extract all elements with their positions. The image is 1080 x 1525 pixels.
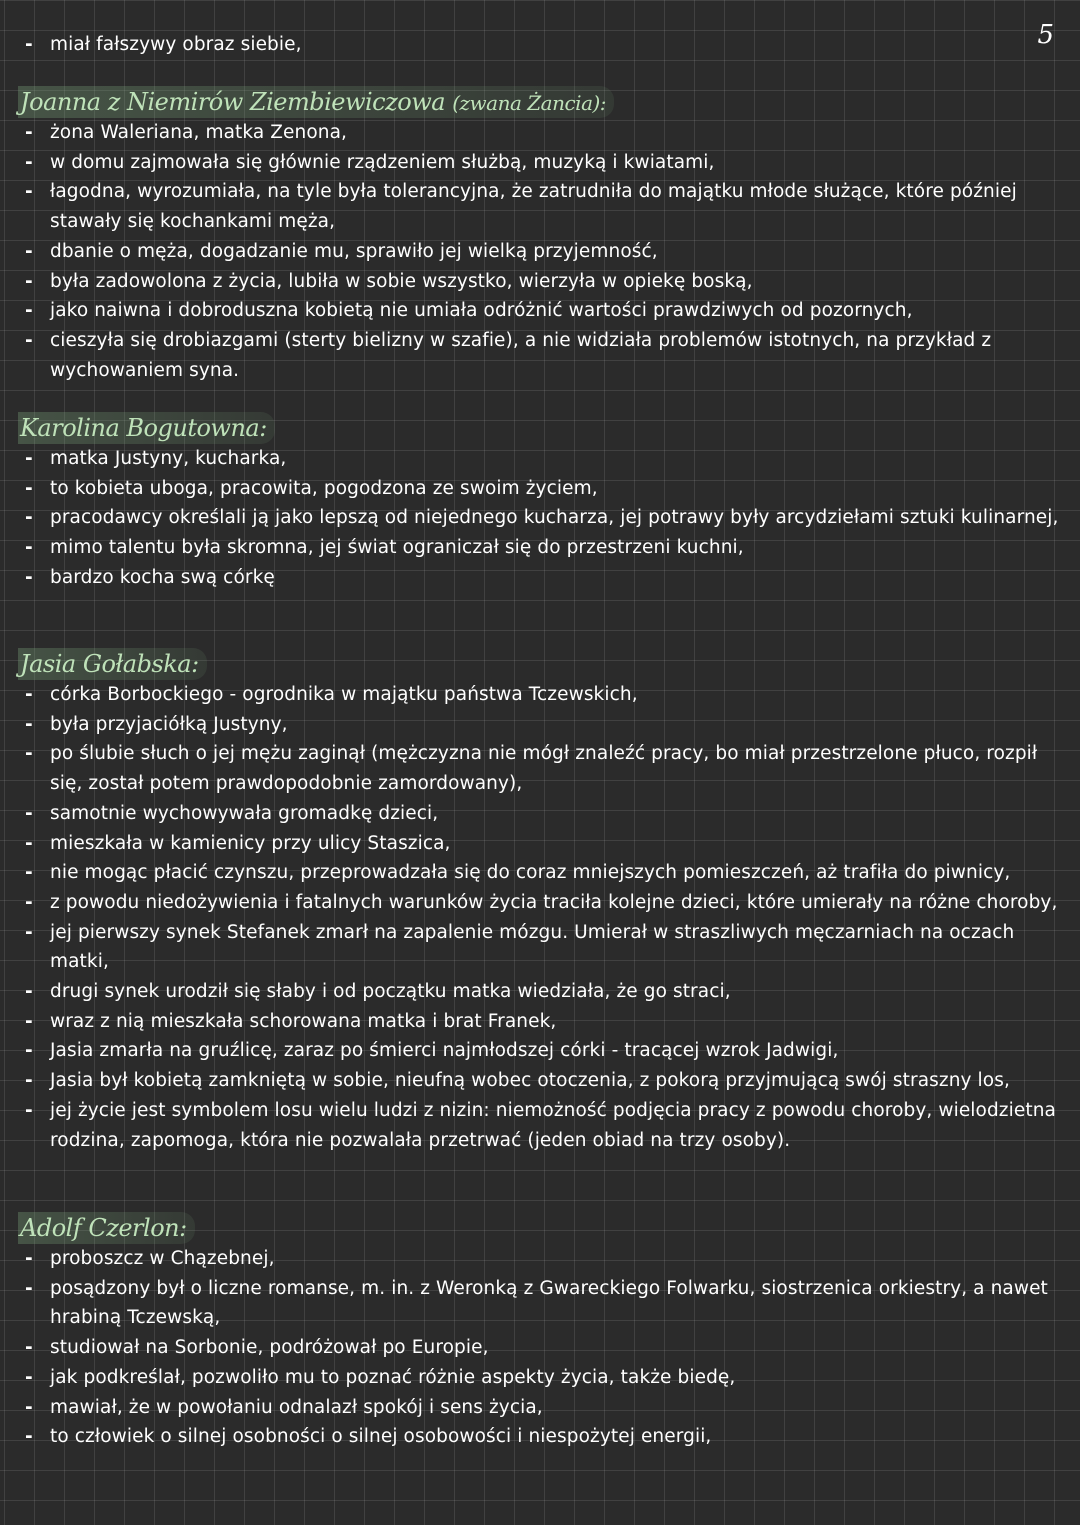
section-karolina <box>0 412 1060 593</box>
list-item: - pracodawcy określali ją jako lepszą od niejednego kucharza, jej potrawy były arcydziełami sztuki kulinarnej, <box>0 503 1060 533</box>
list-item: - była przyjaciółką Justyny, <box>0 710 1060 740</box>
list-item: - żona Waleriana, matka Zenona, <box>0 118 1060 148</box>
bullet-list <box>0 1244 1060 1452</box>
list-item: - samotnie wychowywała gromadkę dzieci, <box>0 799 1060 829</box>
list-item: - proboszcz w Chązebnej, <box>0 1244 1060 1274</box>
list-item: - matka Justyny, kucharka, <box>0 444 1060 474</box>
list-item: - posądzony był o liczne romanse, m. in. z Weronką z Gwareckiego Folwarku, siostrzenica orkiestry, a nawet hrabiną Tczewską, <box>0 1274 1060 1333</box>
list-item: - była zadowolona z życia, lubiła w sobie wszystko, wierzyła w opiekę boską, <box>0 267 1060 297</box>
list-item: - dbanie o męża, dogadzanie mu, sprawiło jej wielką przyjemność, <box>0 237 1060 267</box>
list-item: - miał fałszywy obraz siebie, <box>0 30 1060 60</box>
section-adolf <box>0 1212 1060 1452</box>
section-heading: Karolina Bogutowna: <box>18 412 275 444</box>
list-item: - studiował na Sorbonie, podróżował po Europie, <box>0 1333 1060 1363</box>
list-item: - drugi synek urodził się słaby i od początku matka wiedziała, że go straci, <box>0 977 1060 1007</box>
list-item: - jej życie jest symbolem losu wielu ludzi z nizin: niemożność podjęcia pracy z powodu choroby, wielodzietna rodzina, zapomoga, która nie pozwalała przetrwać (jeden obiad na trzy osoby). <box>0 1096 1060 1155</box>
heading-name: Joanna z Niemirów Ziembiewiczowa <box>20 88 446 116</box>
list-item: - to kobieta uboga, pracowita, pogodzona ze swoim życiem, <box>0 474 1060 504</box>
heading-nickname: (zwana Żancia): <box>452 91 607 115</box>
list-item: - jak podkreślał, pozwoliło mu to poznać różnie aspekty życia, także biedę, <box>0 1363 1060 1393</box>
list-item: - nie mogąc płacić czynszu, przeprowadzała się do coraz mniejszych pomieszczeń, aż trafiła do piwnicy, <box>0 858 1060 888</box>
list-item: - mimo talentu była skromna, jej świat ograniczał się do przestrzeni kuchni, <box>0 533 1060 563</box>
bullet-list <box>0 444 1060 593</box>
bullet-list <box>0 118 1060 385</box>
section-joanna <box>0 86 1060 385</box>
list-item: - jako naiwna i dobroduszna kobietą nie umiała odróżnić wartości prawdziwych od pozornych, <box>0 296 1060 326</box>
section-heading: Adolf Czerlon: <box>18 1212 195 1244</box>
list-item: - bardzo kocha swą córkę <box>0 563 1060 593</box>
list-item: - w domu zajmowała się głównie rządzeniem służbą, muzyką i kwiatami, <box>0 148 1060 178</box>
section-continuation <box>0 30 1060 60</box>
list-item: - cieszyła się drobiazgami (sterty bielizny w szafie), a nie widziała problemów istotnych, na przykład z wychowaniem syna. <box>0 326 1060 385</box>
list-item: - to człowiek o silnej osobności o silnej osobowości i niespożytej energii, <box>0 1422 1060 1452</box>
list-item: - córka Borbockiego - ogrodnika w majątku państwa Tczewskich, <box>0 680 1060 710</box>
page-number: 5 <box>1037 20 1054 50</box>
bullet-list <box>0 680 1060 1155</box>
list-item: - jej pierwszy synek Stefanek zmarł na zapalenie mózgu. Umierał w straszliwych męczarniach na oczach matki, <box>0 918 1060 977</box>
list-item: - łagodna, wyrozumiała, na tyle była tolerancyjna, że zatrudniła do majątku młode służące, które później stawały się kochankami męża, <box>0 177 1060 236</box>
list-item: - mawiał, że w powołaniu odnalazł spokój i sens życia, <box>0 1393 1060 1423</box>
list-item: - wraz z nią mieszkała schorowana matka i brat Franek, <box>0 1007 1060 1037</box>
section-jasia <box>0 648 1060 1155</box>
list-item: - po ślubie słuch o jej mężu zaginął (mężczyzna nie mógł znaleźć pracy, bo miał przestrzelone płuco, rozpił się, został potem prawdopodobnie zamordowany), <box>0 739 1060 798</box>
list-item: - Jasia był kobietą zamkniętą w sobie, nieufną wobec otoczenia, z pokorą przyjmującą swój straszny los, <box>0 1066 1060 1096</box>
list-item: - Jasia zmarła na gruźlicę, zaraz po śmierci najmłodszej córki - tracącej wzrok Jadwigi, <box>0 1036 1060 1066</box>
bullet-list <box>0 30 1060 60</box>
list-item: - mieszkała w kamienicy przy ulicy Staszica, <box>0 829 1060 859</box>
section-heading <box>18 86 614 118</box>
section-heading: Jasia Gołabska: <box>18 648 207 680</box>
list-item: - z powodu niedożywienia i fatalnych warunków życia traciła kolejne dzieci, które umierały na różne choroby, <box>0 888 1060 918</box>
